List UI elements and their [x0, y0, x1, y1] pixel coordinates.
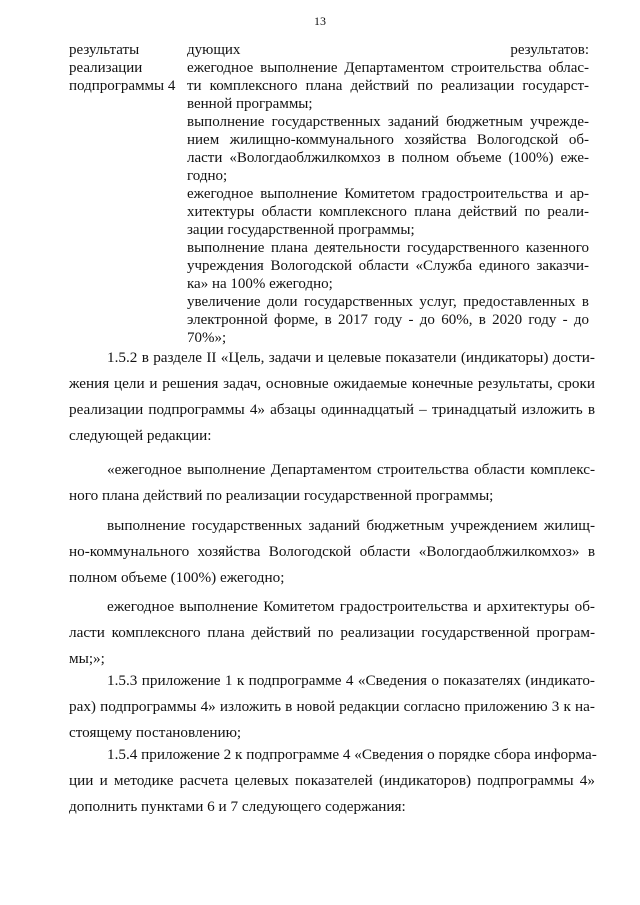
paragraph-line: выполнение государственных заданий бюджетным учреждением жилищ- [107, 517, 595, 534]
right-cell-line: ласти «Вологдаоблжилкомхоз в полном объеме (100%) еже- [187, 150, 589, 166]
paragraph-line: следующей редакции: [69, 427, 212, 444]
right-cell-line: хитектуры области комплексного плана действий по реали- [187, 204, 589, 220]
paragraph-line: рах) подпрограммы 4» изложить в новой редакции согласно приложению 3 к на- [69, 698, 595, 715]
right-cell-line: ти комплексного плана действий по реализации государст- [187, 78, 589, 94]
right-cell-line: ка» на 100% ежегодно; [187, 276, 333, 292]
right-cell-line: выполнение плана деятельности государственного казенного [187, 240, 589, 256]
paragraph-line: реализации подпрограммы 4» абзацы одиннадцатый – тринадцатый изложить в [69, 401, 595, 418]
right-cell-line: 70%»; [187, 330, 227, 346]
paragraph-line: полном объеме (100%) ежегодно; [69, 569, 285, 586]
paragraph-line: ежегодное выполнение Комитетом градостроительства и архитектуры об- [107, 598, 595, 615]
right-cell-line: венной программы; [187, 96, 313, 112]
paragraph-line: дополнить пунктами 6 и 7 следующего содержания: [69, 798, 406, 815]
paragraph-line: но-коммунального хозяйства Вологодской области «Вологдаоблжилкомхоз» в [69, 543, 595, 560]
quoted-paragraph-1 [69, 457, 595, 509]
paragraph-line: 1.5.3 приложение 1 к подпрограмме 4 «Сведения о показателях (индикато- [107, 672, 595, 689]
paragraph-line: мы;»; [69, 650, 105, 667]
paragraph-line: ции и методике расчета целевых показателей (индикаторов) подпрограммы 4» [69, 772, 595, 789]
right-cell-line: нием жилищно-коммунального хозяйства Вологодской об- [187, 132, 589, 148]
paragraph-line: 1.5.2 в разделе II «Цель, задачи и целевые показатели (индикаторы) дости- [107, 349, 595, 366]
paragraph-line: жения цели и решения задач, основные ожидаемые конечные результаты, сроки [69, 375, 595, 392]
right-cell-line: учреждения Вологодской области «Служба единого заказчи- [187, 258, 589, 274]
left-cell-line: реализации [69, 60, 143, 76]
right-cell-line: годно; [187, 168, 228, 184]
quoted-paragraph-2 [69, 513, 595, 591]
paragraph-1-5-3 [69, 668, 595, 746]
paragraph-line: ласти комплексного плана действий по реализации государственной програм- [69, 624, 595, 641]
right-cell-line: зации государственной программы; [187, 222, 415, 238]
right-cell-line: электронной форме, в 2017 году - до 60%, в 2020 году - до [187, 312, 589, 328]
table-right-column [187, 41, 589, 347]
paragraph-line: «ежегодное выполнение Департаментом строительства области комплекс- [107, 461, 595, 478]
paragraph-1-5-4 [69, 742, 595, 820]
quoted-paragraph-3 [69, 594, 595, 672]
paragraph-line: стоящему постановлению; [69, 724, 242, 741]
page-number: 13 [314, 14, 326, 28]
left-cell-line: результаты [69, 42, 140, 58]
right-cell-line: дующих результатов: [187, 42, 589, 58]
right-cell-line: увеличение доли государственных услуг, предоставленных в [187, 294, 589, 310]
paragraph-line: 1.5.4 приложение 2 к подпрограмме 4 «Сведения о порядке сбора информа- [107, 746, 597, 763]
table-left-column [69, 41, 179, 95]
left-cell-line: подпрограммы 4 [69, 78, 176, 94]
paragraph-line: ного плана действий по реализации государственной программы; [69, 487, 494, 504]
right-cell-line: ежегодное выполнение Департаментом строительства облас- [187, 60, 589, 76]
paragraph-1-5-2 [69, 345, 595, 449]
right-cell-line: ежегодное выполнение Комитетом градостроительства и ар- [187, 186, 589, 202]
right-cell-line: выполнение государственных заданий бюджетным учрежде- [187, 114, 589, 130]
